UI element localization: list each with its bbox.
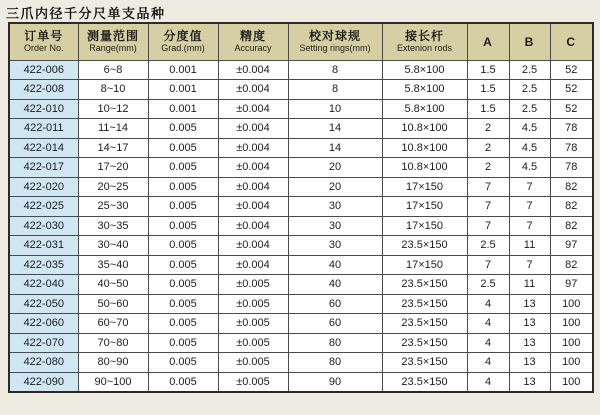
- cell-c: 78: [550, 158, 593, 178]
- table-row: [9, 119, 593, 139]
- cell-graduation: 0.005: [148, 197, 218, 217]
- cell-range: 25~30: [78, 197, 148, 217]
- column-header-graduation: 分度值 Grad.(mm): [148, 23, 218, 60]
- cell-order-no: 422-090: [9, 372, 78, 392]
- cell-c: 100: [550, 372, 593, 392]
- cell-extension-rods: 5.8×100: [382, 80, 467, 100]
- cell-range: 8~10: [78, 80, 148, 100]
- cell-range: 60~70: [78, 314, 148, 334]
- cell-setting-rings: 20: [288, 158, 382, 178]
- cell-accuracy: ±0.004: [218, 119, 288, 139]
- cell-b: 13: [509, 333, 550, 353]
- cell-setting-rings: 40: [288, 255, 382, 275]
- cell-order-no: 422-031: [9, 236, 78, 256]
- column-header-extension-rods: 接长杆 Extenion rods: [382, 23, 467, 60]
- cell-c: 78: [550, 119, 593, 139]
- column-header-range: 测量范围 Range(mm): [78, 23, 148, 60]
- cell-b: 7: [509, 177, 550, 197]
- cell-a: 1.5: [467, 60, 509, 80]
- cell-order-no: 422-060: [9, 314, 78, 334]
- cell-c: 78: [550, 138, 593, 158]
- table-row: [9, 372, 593, 392]
- cell-a: 4: [467, 333, 509, 353]
- cell-range: 35~40: [78, 255, 148, 275]
- cell-order-no: 422-030: [9, 216, 78, 236]
- column-header-b: B: [509, 23, 550, 60]
- cell-setting-rings: 90: [288, 372, 382, 392]
- cell-a: 1.5: [467, 80, 509, 100]
- column-header-setting-rings: 校对球规 Setting rings(mm): [288, 23, 382, 60]
- cell-order-no: 422-035: [9, 255, 78, 275]
- cell-order-no: 422-010: [9, 99, 78, 119]
- cell-accuracy: ±0.005: [218, 275, 288, 295]
- cell-graduation: 0.005: [148, 294, 218, 314]
- cell-graduation: 0.005: [148, 372, 218, 392]
- cell-a: 2: [467, 119, 509, 139]
- cell-range: 17~20: [78, 158, 148, 178]
- cell-accuracy: ±0.004: [218, 236, 288, 256]
- cell-range: 14~17: [78, 138, 148, 158]
- cell-setting-rings: 8: [288, 80, 382, 100]
- cell-setting-rings: 20: [288, 177, 382, 197]
- cell-accuracy: ±0.004: [218, 177, 288, 197]
- cell-graduation: 0.005: [148, 158, 218, 178]
- cell-c: 82: [550, 177, 593, 197]
- cell-extension-rods: 10.8×100: [382, 158, 467, 178]
- cell-accuracy: ±0.005: [218, 333, 288, 353]
- cell-graduation: 0.005: [148, 275, 218, 295]
- cell-extension-rods: 23.5×150: [382, 372, 467, 392]
- cell-accuracy: ±0.005: [218, 294, 288, 314]
- cell-accuracy: ±0.005: [218, 372, 288, 392]
- table-row: [9, 80, 593, 100]
- cell-setting-rings: 60: [288, 294, 382, 314]
- cell-b: 7: [509, 216, 550, 236]
- cell-accuracy: ±0.004: [218, 80, 288, 100]
- table-row: [9, 314, 593, 334]
- cell-b: 13: [509, 353, 550, 373]
- cell-b: 2.5: [509, 60, 550, 80]
- cell-c: 82: [550, 255, 593, 275]
- cell-order-no: 422-040: [9, 275, 78, 295]
- cell-order-no: 422-080: [9, 353, 78, 373]
- cell-graduation: 0.001: [148, 99, 218, 119]
- cell-setting-rings: 14: [288, 138, 382, 158]
- cell-order-no: 422-050: [9, 294, 78, 314]
- cell-accuracy: ±0.004: [218, 158, 288, 178]
- cell-order-no: 422-017: [9, 158, 78, 178]
- cell-a: 2.5: [467, 275, 509, 295]
- cell-graduation: 0.005: [148, 255, 218, 275]
- cell-order-no: 422-025: [9, 197, 78, 217]
- table-row: [9, 60, 593, 80]
- cell-b: 7: [509, 255, 550, 275]
- table-header: [9, 23, 593, 60]
- table-body: [9, 60, 593, 392]
- cell-b: 11: [509, 236, 550, 256]
- cell-c: 100: [550, 333, 593, 353]
- cell-setting-rings: 80: [288, 333, 382, 353]
- cell-extension-rods: 23.5×150: [382, 314, 467, 334]
- cell-order-no: 422-008: [9, 80, 78, 100]
- cell-extension-rods: 17×150: [382, 216, 467, 236]
- table-row: [9, 216, 593, 236]
- cell-extension-rods: 17×150: [382, 197, 467, 217]
- header-row: [9, 23, 593, 60]
- cell-setting-rings: 60: [288, 314, 382, 334]
- cell-b: 2.5: [509, 80, 550, 100]
- cell-b: 4.5: [509, 119, 550, 139]
- table-row: [9, 255, 593, 275]
- table-row: [9, 177, 593, 197]
- cell-a: 7: [467, 177, 509, 197]
- cell-c: 97: [550, 275, 593, 295]
- cell-c: 100: [550, 294, 593, 314]
- micrometer-spec-table: [8, 22, 594, 393]
- cell-c: 52: [550, 80, 593, 100]
- column-header-a: A: [467, 23, 509, 60]
- cell-setting-rings: 30: [288, 197, 382, 217]
- cell-range: 30~40: [78, 236, 148, 256]
- cell-a: 4: [467, 314, 509, 334]
- cell-graduation: 0.005: [148, 138, 218, 158]
- cell-accuracy: ±0.005: [218, 314, 288, 334]
- cell-range: 20~25: [78, 177, 148, 197]
- cell-b: 11: [509, 275, 550, 295]
- cell-a: 2: [467, 138, 509, 158]
- cell-accuracy: ±0.004: [218, 60, 288, 80]
- table-row: [9, 275, 593, 295]
- cell-order-no: 422-014: [9, 138, 78, 158]
- cell-a: 7: [467, 197, 509, 217]
- cell-accuracy: ±0.004: [218, 255, 288, 275]
- cell-setting-rings: 40: [288, 275, 382, 295]
- cell-setting-rings: 80: [288, 353, 382, 373]
- cell-order-no: 422-011: [9, 119, 78, 139]
- cell-c: 82: [550, 197, 593, 217]
- table-row: [9, 138, 593, 158]
- cell-c: 100: [550, 353, 593, 373]
- cell-extension-rods: 23.5×150: [382, 333, 467, 353]
- table-row: [9, 333, 593, 353]
- cell-range: 10~12: [78, 99, 148, 119]
- cell-setting-rings: 8: [288, 60, 382, 80]
- table-row: [9, 197, 593, 217]
- cell-setting-rings: 30: [288, 236, 382, 256]
- cell-a: 4: [467, 353, 509, 373]
- cell-graduation: 0.005: [148, 119, 218, 139]
- table-row: [9, 294, 593, 314]
- cell-graduation: 0.005: [148, 216, 218, 236]
- cell-order-no: 422-020: [9, 177, 78, 197]
- cell-range: 70~80: [78, 333, 148, 353]
- cell-b: 13: [509, 294, 550, 314]
- cell-extension-rods: 17×150: [382, 255, 467, 275]
- table-row: [9, 158, 593, 178]
- cell-accuracy: ±0.004: [218, 197, 288, 217]
- cell-extension-rods: 5.8×100: [382, 99, 467, 119]
- cell-b: 4.5: [509, 158, 550, 178]
- cell-c: 97: [550, 236, 593, 256]
- cell-extension-rods: 10.8×100: [382, 119, 467, 139]
- cell-setting-rings: 14: [288, 119, 382, 139]
- cell-a: 1.5: [467, 99, 509, 119]
- cell-b: 13: [509, 314, 550, 334]
- cell-c: 82: [550, 216, 593, 236]
- cell-graduation: 0.005: [148, 236, 218, 256]
- column-header-c: C: [550, 23, 593, 60]
- cell-a: 7: [467, 216, 509, 236]
- column-header-order-no: 订单号 Order No.: [9, 23, 78, 60]
- cell-accuracy: ±0.004: [218, 138, 288, 158]
- cell-graduation: 0.005: [148, 353, 218, 373]
- cell-a: 2: [467, 158, 509, 178]
- cell-extension-rods: 23.5×150: [382, 353, 467, 373]
- cell-b: 13: [509, 372, 550, 392]
- page-title: 三爪内径千分尺单支品种: [6, 6, 166, 21]
- cell-graduation: 0.005: [148, 177, 218, 197]
- cell-accuracy: ±0.005: [218, 353, 288, 373]
- cell-order-no: 422-006: [9, 60, 78, 80]
- cell-extension-rods: 10.8×100: [382, 138, 467, 158]
- cell-accuracy: ±0.004: [218, 99, 288, 119]
- cell-accuracy: ±0.004: [218, 216, 288, 236]
- cell-extension-rods: 23.5×150: [382, 294, 467, 314]
- cell-a: 2.5: [467, 236, 509, 256]
- cell-graduation: 0.001: [148, 60, 218, 80]
- cell-a: 7: [467, 255, 509, 275]
- cell-range: 90~100: [78, 372, 148, 392]
- cell-range: 50~60: [78, 294, 148, 314]
- cell-b: 7: [509, 197, 550, 217]
- cell-setting-rings: 30: [288, 216, 382, 236]
- cell-range: 40~50: [78, 275, 148, 295]
- table-row: [9, 353, 593, 373]
- cell-graduation: 0.005: [148, 314, 218, 334]
- cell-range: 80~90: [78, 353, 148, 373]
- cell-extension-rods: 5.8×100: [382, 60, 467, 80]
- table-row: [9, 236, 593, 256]
- cell-c: 52: [550, 99, 593, 119]
- cell-b: 2.5: [509, 99, 550, 119]
- cell-range: 11~14: [78, 119, 148, 139]
- cell-graduation: 0.001: [148, 80, 218, 100]
- cell-b: 4.5: [509, 138, 550, 158]
- cell-graduation: 0.005: [148, 333, 218, 353]
- column-header-accuracy: 精度 Accuracy: [218, 23, 288, 60]
- cell-order-no: 422-070: [9, 333, 78, 353]
- cell-a: 4: [467, 372, 509, 392]
- cell-range: 30~35: [78, 216, 148, 236]
- cell-extension-rods: 17×150: [382, 177, 467, 197]
- table-row: [9, 99, 593, 119]
- cell-extension-rods: 23.5×150: [382, 275, 467, 295]
- cell-extension-rods: 23.5×150: [382, 236, 467, 256]
- cell-range: 6~8: [78, 60, 148, 80]
- cell-c: 100: [550, 314, 593, 334]
- cell-setting-rings: 10: [288, 99, 382, 119]
- cell-c: 52: [550, 60, 593, 80]
- cell-a: 4: [467, 294, 509, 314]
